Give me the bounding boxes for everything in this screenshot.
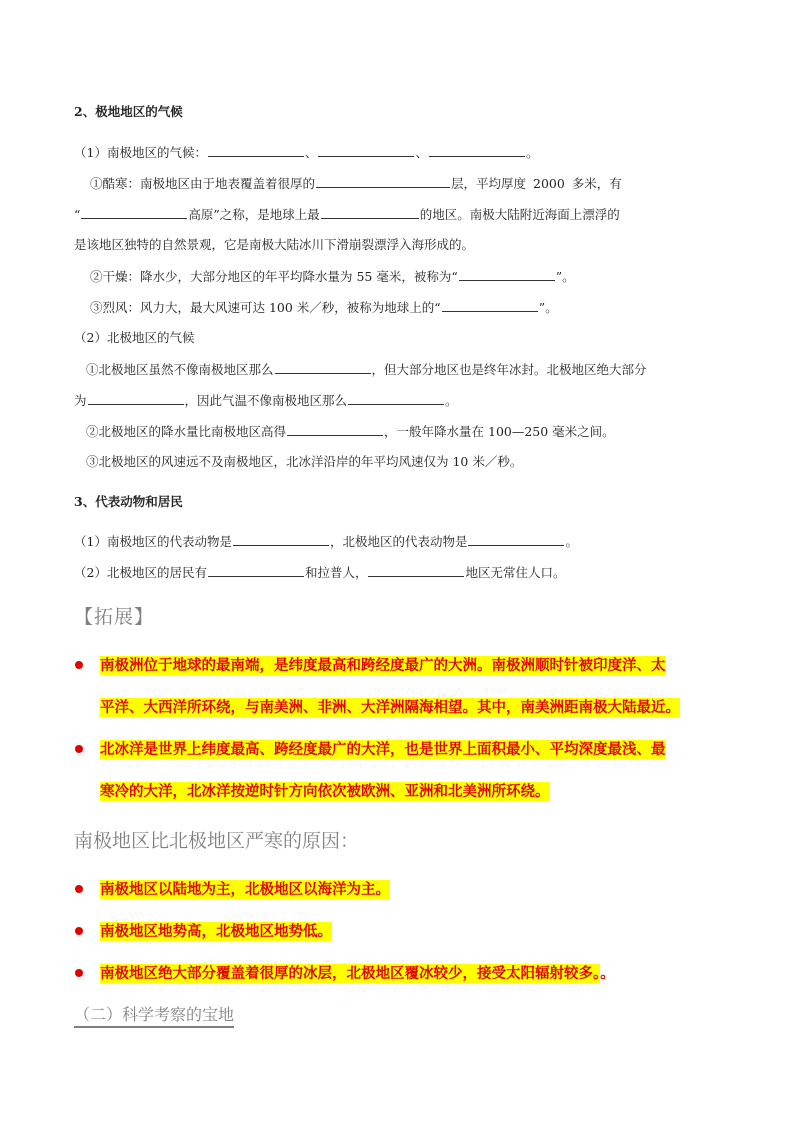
text: 为 <box>74 393 87 408</box>
reason-item-2 <box>100 923 332 941</box>
red-bullet-icon <box>75 927 83 935</box>
answer-blank <box>321 206 419 219</box>
answer-blank <box>348 392 444 405</box>
text: （1）南极地区的代表动物是 <box>74 534 232 549</box>
text: ”。 <box>555 269 575 284</box>
punctuation: 。 <box>600 965 615 982</box>
question-text: （1）南极地区的气候： <box>74 145 207 160</box>
red-bullet-icon <box>75 969 83 977</box>
answer-blank <box>287 423 383 436</box>
text: ，一般年降水量在 100—250 毫米之间。 <box>384 424 615 439</box>
extension-item-2-line-2 <box>100 783 550 801</box>
answer-blank <box>318 144 414 157</box>
wind-line <box>90 299 558 316</box>
answer-blank <box>88 392 184 405</box>
extension-item-2-line-1 <box>100 741 666 759</box>
highlighted-text: 平洋、大西洋所环绕，与南美洲、非洲、大洋洲隔海相望。其中，南美洲距南极大陆最近。 <box>100 699 680 716</box>
north-2-line <box>86 423 615 440</box>
north-3-line: ③北极地区的风速远不及南极地区，北冰洋沿岸的年平均风速仅为 10 米／秒。 <box>86 454 523 469</box>
animals-question-1 <box>74 533 578 550</box>
text: ，因此气温不像南极地区那么 <box>184 393 348 408</box>
highlighted-text: 南极地区地势高，北极地区地势低。 <box>100 923 332 940</box>
text: 地区无常住人口。 <box>465 565 566 580</box>
dry-line <box>90 268 575 285</box>
answer-blank <box>208 144 304 157</box>
reason-item-3 <box>100 965 615 983</box>
highlighted-text: 北冰洋是世界上纬度最高、跨经度最广的大洋，也是世界上面积最小、平均深度最浅、最 <box>100 741 666 758</box>
extension-item-1-line-1 <box>100 657 666 675</box>
text: 。 <box>445 393 458 408</box>
north-1-line-2 <box>74 392 458 409</box>
text: 的地区。南极大陆附近海面上漂浮的 <box>419 207 620 222</box>
text: ②干燥：降水少，大部分地区的年平均降水量为 55 毫米，被称为“ <box>90 269 458 284</box>
text: ，北极地区的代表动物是 <box>329 534 468 549</box>
animals-question-2 <box>74 564 566 581</box>
extension-title: 【拓展】 <box>74 606 155 628</box>
answer-blank <box>468 533 564 546</box>
red-bullet-icon <box>75 745 83 753</box>
text: ②北极地区的降水量比南极地区高得 <box>86 424 287 439</box>
separator: 、 <box>304 145 318 160</box>
text: 和拉普人， <box>304 565 368 580</box>
reason-item-1 <box>100 881 390 899</box>
next-section-heading: （二）科学考察的宝地 <box>74 1002 234 1028</box>
answer-blank <box>442 299 538 312</box>
answer-blank <box>459 268 555 281</box>
highlighted-text: 南极地区以陆地为主，北极地区以海洋为主。 <box>100 881 390 898</box>
answer-blank <box>81 206 187 219</box>
cold-paragraph-line-2 <box>74 206 620 223</box>
answer-blank <box>429 144 525 157</box>
text: ，但大部分地区也是终年冰封。北极地区绝大部分 <box>371 362 647 377</box>
red-bullet-icon <box>75 885 83 893</box>
text: 高原”之称，是地球上最 <box>188 207 320 222</box>
extension-item-1-line-2 <box>100 699 680 717</box>
text: ①北极地区虽然不像南极地区那么 <box>86 362 274 377</box>
highlighted-text: 南极地区绝大部分覆盖着很厚的冰层，北极地区覆冰较少，接受太阳辐射较多。 <box>100 965 601 982</box>
highlighted-text: 寒冷的大洋，北冰洋按逆时针方向依次被欧洲、亚洲和北美洲所环绕。 <box>100 783 550 800</box>
separator: 、 <box>415 145 428 160</box>
text: “ <box>74 207 81 222</box>
section-heading-animals: 3、代表动物和居民 <box>74 494 183 509</box>
text: ③烈风：风力大，最大风速可达 100 米／秒，被称为地球上的“ <box>90 300 441 315</box>
section-heading-climate: 2、极地地区的气候 <box>74 104 183 119</box>
cold-paragraph-line-3: 是该地区独特的自然景观，它是南极大陆冰川下滑崩裂漂浮入海形成的。 <box>74 237 475 252</box>
text: ①酷寒：南极地区由于地表覆盖着很厚的 <box>90 176 316 191</box>
answer-blank <box>233 533 329 546</box>
cold-paragraph-line-1 <box>90 175 622 192</box>
highlighted-text: 南极洲位于地球的最南端，是纬度最高和跨经度最广的大洲。南极洲顺时针被印度洋、太 <box>100 657 666 674</box>
text: 。 <box>565 534 578 549</box>
red-bullet-icon <box>75 661 83 669</box>
text: 层，平均厚度 2000 多米，有 <box>451 176 622 191</box>
answer-blank <box>316 175 450 188</box>
north-climate-heading: （2）北极地区的气候 <box>74 330 195 345</box>
answer-blank <box>275 361 371 374</box>
punctuation: 。 <box>526 145 539 160</box>
answer-blank <box>368 564 464 577</box>
north-1-line-1 <box>86 361 647 378</box>
south-climate-question <box>74 144 539 161</box>
answer-blank <box>208 564 304 577</box>
text: ”。 <box>538 300 558 315</box>
text: （2）北极地区的居民有 <box>74 565 207 580</box>
reasons-title: 南极地区比北极地区严寒的原因： <box>74 830 360 852</box>
